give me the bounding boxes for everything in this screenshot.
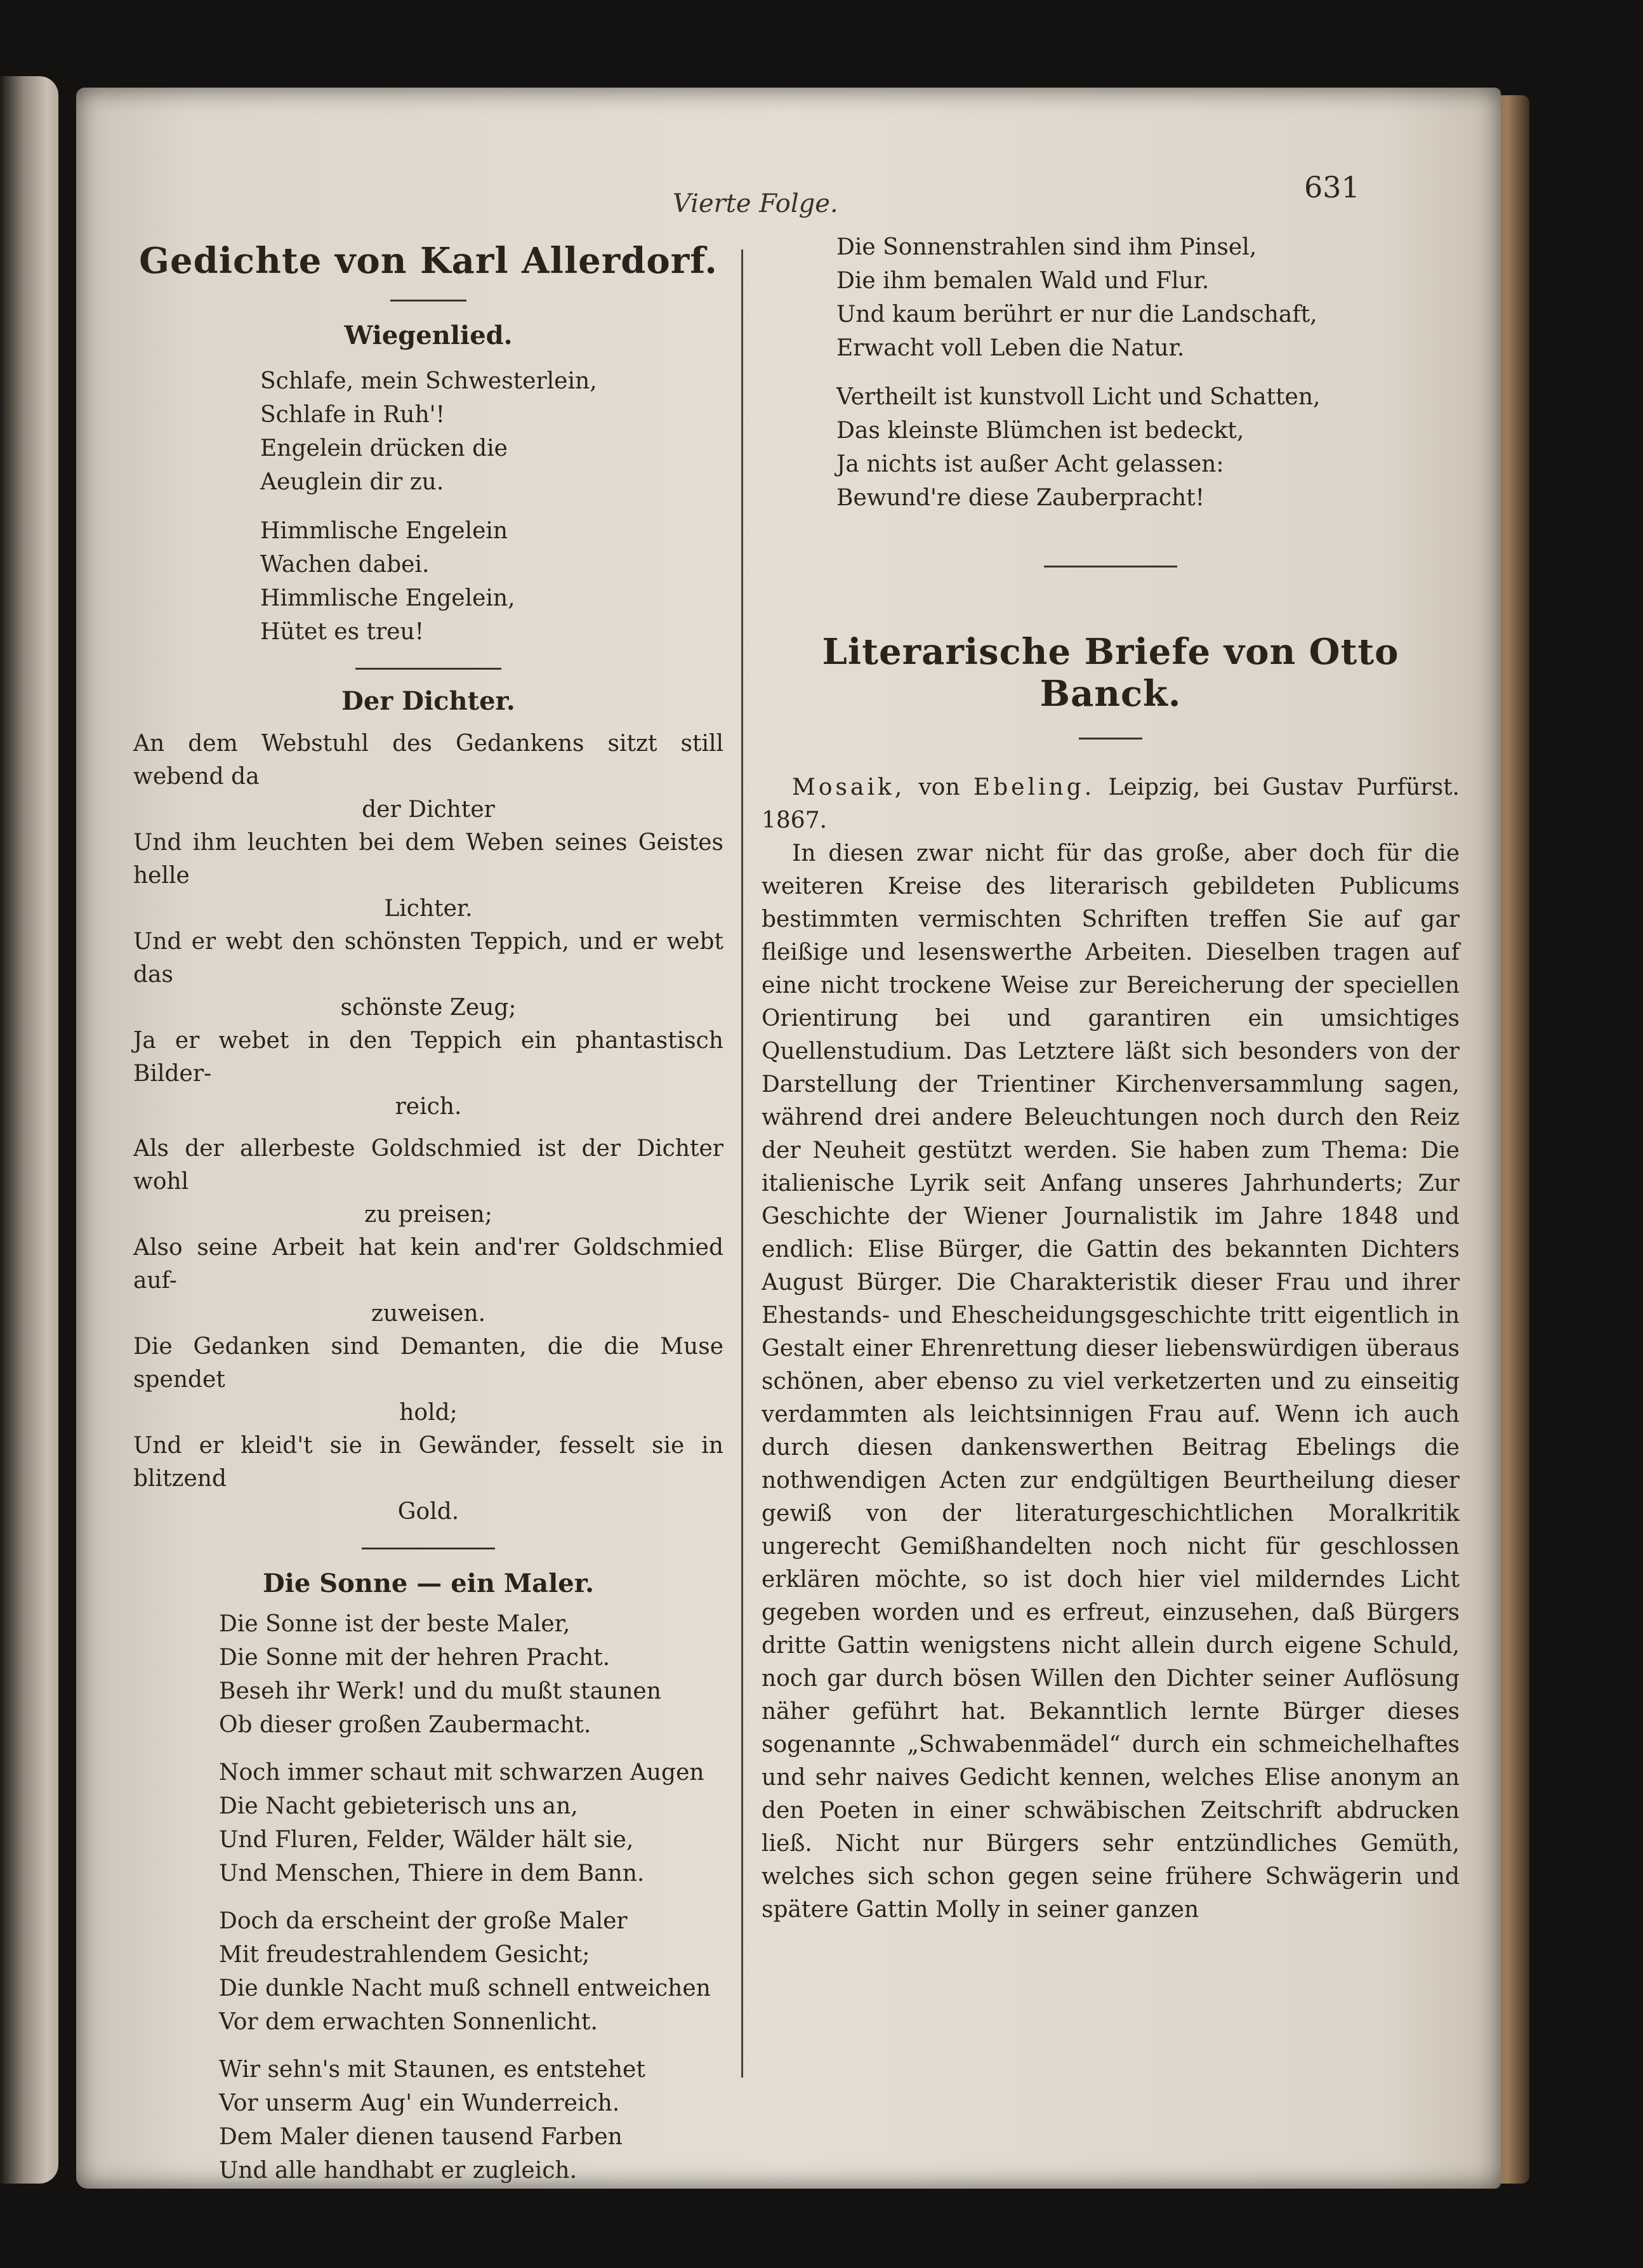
- rule: [1044, 566, 1177, 567]
- verse-line: Die dunkle Nacht muß schnell entweichen: [219, 1975, 711, 2001]
- article-body: In diesen zwar nicht für das große, aber doch für die weiteren Kreise des literarisch gebildeten Publicums bestimmten vermischten Schriften treffen Sie auf gar fleißige und lesenswerthe Arbeiten. Dieselben tragen auf eine nicht trockene Weise zur Bereicherung der speciellen Orientirung bei und garantiren ein umsichtiges Quellenstudium. Das Letztere läßt sich besonders von der Darstellung der Trientiner Kirchenversammlung sagen, während drei andere Beleuchtungen noch durch den Reiz der Neuheit gestützt werden. Sie haben zum Thema: Die italienische Lyrik seit Anfang unseres Jahrhunderts; Zur Geschichte der Wiener Journalistik im Jahre 1848 und endlich: Elise Bürger, die Gattin des bekannten Dichters August Bürger. Die Charakteristik dieser Frau und ihrer Ehestands- und Ehescheidungsgeschichte tritt eigentlich in Gestalt einer Ehrenrettung dieser liebenswürdigen überaus schönen, aber ebenso zu viel verketzerten und zu einseitig verdammten als leichtsinnigen Frau auf. Wenn ich auch durch diesen dankenswerthen Beitrag Ebelings die nothwendigen Acten zur endgültigen Beurtheilung dieser gewiß von der literaturgeschichtlichen Moralkritik ungerecht Gemißhandelten noch nicht für geschlossen erklären möchte, so ist doch hier viel milderndes Licht gegeben worden und es erfreut, einzusehen, daß Bürgers dritte Gattin wenigstens nicht allein durch eigene Schuld, noch gar durch bösen Willen den Dichter seiner Auflösung näher geführt hat. Bekanntlich lernte Bürger dieses sogenannte „Schwabenmädel“ durch ein schmeichelhaftes und sehr naives Gedicht kennen, welches Elise anonym an den Poeten in einer schwäbischen Zeitschrift abdrucken ließ. Nicht nur Bürgers sehr entzündliches Gemüth, welches sich schon gegen seine frühere Schwägerin und spätere Gattin Molly in seiner ganzen: [762, 840, 1460, 1923]
- verse-line: Hütet es treu!: [260, 619, 425, 645]
- stanza: [219, 1756, 723, 1890]
- column-divider: [741, 249, 743, 2078]
- rule: [1079, 738, 1142, 739]
- verse-line: Vertheilt ist kunstvoll Licht und Schatten,: [836, 384, 1321, 410]
- right-column: [762, 230, 1460, 1926]
- section-title-letters: Literarische Briefe von Otto Banck.: [822, 631, 1399, 715]
- verse-line: Wir sehn's mit Staunen, es entstehet: [219, 2057, 645, 2083]
- poem-die-sonne-continued: [762, 230, 1460, 515]
- verse-line: Erwacht voll Leben die Natur.: [836, 335, 1185, 361]
- verse-line: Doch da erscheint der große Maler: [219, 1908, 628, 1934]
- verse-line: Himmlische Engelein,: [260, 585, 515, 611]
- verse-line: Die Sonne mit der hehren Pracht.: [219, 1645, 610, 1671]
- verse-line: Und er webt den schönsten Teppich, und er webt das: [133, 929, 723, 988]
- verse-line: Die Nacht gebieterisch uns an,: [219, 1793, 578, 1819]
- citation: [762, 771, 1460, 837]
- verse-line: Himmlische Engelein: [260, 518, 508, 544]
- verse-line-continuation: reich.: [395, 1094, 462, 1120]
- verse-line: Die ihm bemalen Wald und Flur.: [836, 268, 1210, 294]
- verse-line: Und kaum berührt er nur die Landschaft,: [836, 302, 1317, 328]
- verse-line: Also seine Arbeit hat kein and'rer Goldschmied auf-: [133, 1235, 723, 1294]
- stanza: [219, 2053, 723, 2187]
- verse-line: Ob dieser großen Zaubermacht.: [219, 1712, 591, 1738]
- stanza: [836, 380, 1460, 515]
- verse-line: Vor unserm Aug' ein Wunderreich.: [219, 2090, 620, 2116]
- verse-line-continuation: schönste Zeug;: [340, 995, 517, 1021]
- rule: [362, 1548, 495, 1549]
- verse-line: Und alle handhabt er zugleich.: [219, 2158, 577, 2184]
- verse-line: Ja nichts ist außer Acht gelassen:: [836, 451, 1224, 477]
- poem-title-die-sonne: Die Sonne — ein Maler.: [262, 1568, 595, 1598]
- verse-line: Als der allerbeste Goldschmied ist der Dichter wohl: [133, 1136, 723, 1195]
- stanza: [260, 514, 723, 649]
- left-column: [133, 240, 723, 2187]
- citation-by: von: [918, 774, 960, 800]
- verse-line: Bewund're diese Zauberpracht!: [836, 485, 1205, 511]
- verse-line-continuation: zu preisen;: [364, 1202, 492, 1228]
- stanza: [260, 364, 723, 499]
- verse-line: Und Fluren, Felder, Wälder hält sie,: [219, 1827, 634, 1853]
- verse-line: Die Sonne ist der beste Maler,: [219, 1611, 571, 1637]
- verse-line: Schlafe in Ruh'!: [260, 402, 445, 428]
- verse-line: Und ihm leuchten bei dem Weben seines Geistes helle: [133, 830, 723, 889]
- verse-line: Schlafe, mein Schwesterlein,: [260, 368, 597, 394]
- verse-line: Engelein drücken die: [260, 435, 508, 461]
- poem-der-dichter: [133, 727, 723, 1529]
- verse-line: Beseh ihr Werk! und du mußt staunen: [219, 1678, 661, 1704]
- verse-line-continuation: Lichter.: [384, 896, 473, 922]
- verse-line: Und er kleid't sie in Gewänder, fesselt sie in blitzend: [133, 1433, 723, 1492]
- verse-line: Die Gedanken sind Demanten, die die Muse spendet: [133, 1334, 723, 1393]
- verse-line: Mit freudestrahlendem Gesicht;: [219, 1942, 590, 1968]
- verse-line: Das kleinste Blümchen ist bedeckt,: [836, 418, 1244, 444]
- rule: [355, 668, 501, 670]
- stanza: [219, 1607, 723, 1742]
- verse-line: Und Menschen, Thiere in dem Bann.: [219, 1860, 645, 1887]
- verse-line-continuation: der Dichter: [362, 797, 495, 823]
- poem-title-wiegenlied: Wiegenlied.: [344, 321, 513, 350]
- section-title-poems: Gedichte von Karl Allerdorf.: [139, 240, 718, 282]
- citation-title: Mosaik,: [792, 774, 906, 800]
- poem-wiegenlied: [133, 364, 723, 649]
- stanza: [219, 1904, 723, 2039]
- poem-die-sonne: [133, 1607, 723, 2187]
- poem-title-der-dichter: Der Dichter.: [341, 686, 515, 716]
- citation-author: Ebeling.: [973, 774, 1095, 800]
- stanza: [836, 230, 1460, 365]
- verse-line-continuation: zuweisen.: [371, 1301, 486, 1327]
- verse-line: Vor dem erwachten Sonnenlicht.: [219, 2009, 598, 2035]
- verse-line-continuation: hold;: [399, 1400, 458, 1426]
- verse-line: Wachen dabei.: [260, 552, 430, 578]
- verse-line: Aeuglein dir zu.: [260, 469, 444, 495]
- verse-line: Dem Maler dienen tausend Farben: [219, 2124, 623, 2150]
- verse-line: Die Sonnenstrahlen sind ihm Pinsel,: [836, 234, 1257, 260]
- citation-publisher: Leipzig, bei Gustav Purfürst. 1867.: [762, 774, 1460, 833]
- rule: [390, 300, 466, 302]
- page-number: 631: [1304, 170, 1360, 204]
- verse-line: An dem Webstuhl des Gedankens sitzt still webend da: [133, 731, 723, 790]
- adjacent-page-edge: [0, 76, 58, 2184]
- verse-line: Ja er webet in den Teppich ein phantastisch Bilder-: [133, 1028, 723, 1087]
- running-head: Vierte Folge.: [673, 189, 838, 218]
- verse-line-continuation: Gold.: [397, 1499, 459, 1525]
- book-page: [76, 88, 1501, 2189]
- verse-line: Noch immer schaut mit schwarzen Augen: [219, 1760, 704, 1786]
